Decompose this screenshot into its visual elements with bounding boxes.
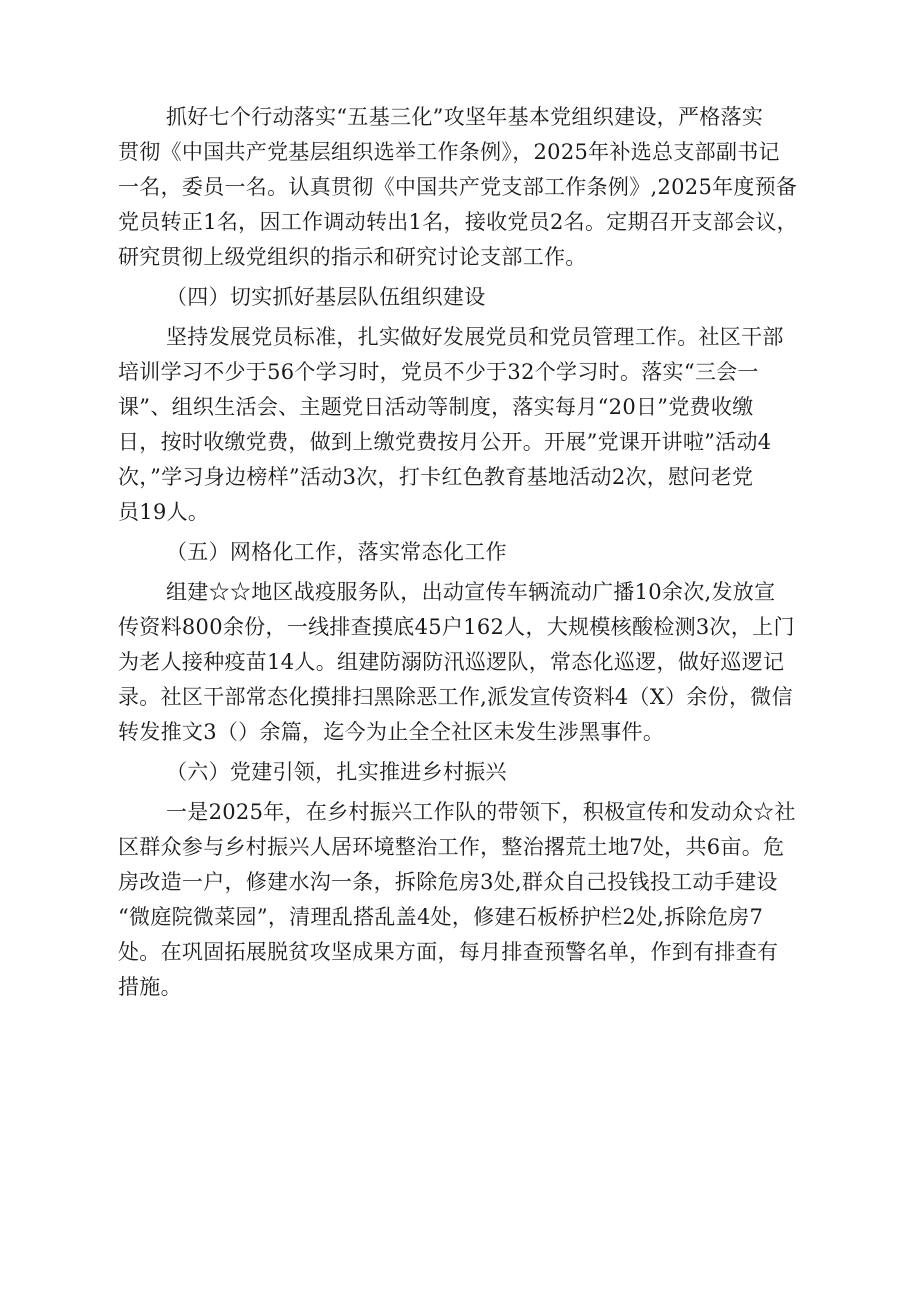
section-heading-5: （五）网格化工作，落实常态化工作 bbox=[166, 540, 507, 564]
paragraph-line: 一是2025年，在乡村振兴工作队的带领下，积极宣传和发动众☆社 bbox=[166, 800, 796, 824]
section-heading-6: （六）党建引领，扎实推进乡村振兴 bbox=[166, 760, 507, 784]
paragraph-line: 为老人接种疫苗14人。组建防溺防汛巡逻队，常态化巡逻，做好巡逻记 bbox=[118, 650, 785, 674]
paragraph-line: 措施。 bbox=[118, 975, 182, 999]
paragraph-line: 区群众参与乡村振兴人居环境整治工作，整治撂荒土地7处，共6亩。危 bbox=[118, 835, 785, 859]
paragraph-line: 传资料800余份，一线排查摸底45户162人，大规模核酸检测3次，上门 bbox=[118, 615, 795, 639]
paragraph-party-organization bbox=[118, 100, 834, 275]
paragraph-line: 一名，委员一名。认真贯彻《中国共产党支部工作条例》,2025年度预备 bbox=[118, 175, 798, 199]
section-heading-4: （四）切实抓好基层队伍组织建设 bbox=[166, 285, 486, 309]
paragraph-line: 党员转正1名，因工作调动转出1名，接收党员2名。定期召开支部会议， bbox=[118, 210, 798, 234]
paragraph-line: 培训学习不少于56个学习时，党员不少于32个学习时。落实“三会一 bbox=[118, 360, 759, 384]
paragraph-line: 贯彻《中国共产党基层组织选举工作条例》，2025年补选总支部副书记 bbox=[118, 140, 780, 164]
paragraph-line: 课”、组织生活会、主题党日活动等制度，落实每月“20日”党费收缴 bbox=[118, 395, 754, 419]
paragraph-line: 组建☆☆地区战疫服务队，出动宣传车辆流动广播10余次,发放宣 bbox=[166, 580, 776, 604]
document-body bbox=[118, 100, 834, 1005]
paragraph-line: 研究贯彻上级党组织的指示和研究讨论支部工作。 bbox=[118, 245, 587, 269]
paragraph-line: 房改造一户，修建水沟一条，拆除危房3处,群众自己投钱投工动手建设 bbox=[118, 870, 778, 894]
paragraph-line: 录。社区干部常态化摸排扫黑除恶工作,派发宣传资料4（X）余份，微信 bbox=[118, 685, 793, 709]
paragraph-line: 坚持发展党员标准，扎实做好发展党员和党员管理工作。社区干部 bbox=[166, 325, 784, 349]
paragraph-line: 转发推文3（）余篇，迄今为止全仝社区未发生涉黑事件。 bbox=[118, 720, 665, 744]
paragraph-rural-revitalization bbox=[118, 795, 834, 1005]
paragraph-team-building bbox=[118, 320, 834, 530]
paragraph-line: “微庭院微菜园”，清理乱搭乱盖4处，修建石板桥护栏2处,拆除危房7 bbox=[118, 905, 764, 929]
paragraph-grid-work bbox=[118, 575, 834, 750]
paragraph-line: 次，”学习身边榜样”活动3次，打卡红色教育基地活动2次，慰问老党 bbox=[118, 465, 754, 489]
paragraph-line: 日，按时收缴党费，做到上缴党费按月公开。开展”党课开讲啦”活动4 bbox=[118, 430, 772, 454]
paragraph-line: 员19人。 bbox=[118, 500, 210, 524]
paragraph-line: 处。在巩固拓展脱贫攻坚成果方面，每月排查预警名单，作到有排查有 bbox=[118, 940, 779, 964]
paragraph-line: 抓好七个行动落实“五基三化”攻坚年基本党组织建设，严格落实 bbox=[166, 105, 764, 129]
